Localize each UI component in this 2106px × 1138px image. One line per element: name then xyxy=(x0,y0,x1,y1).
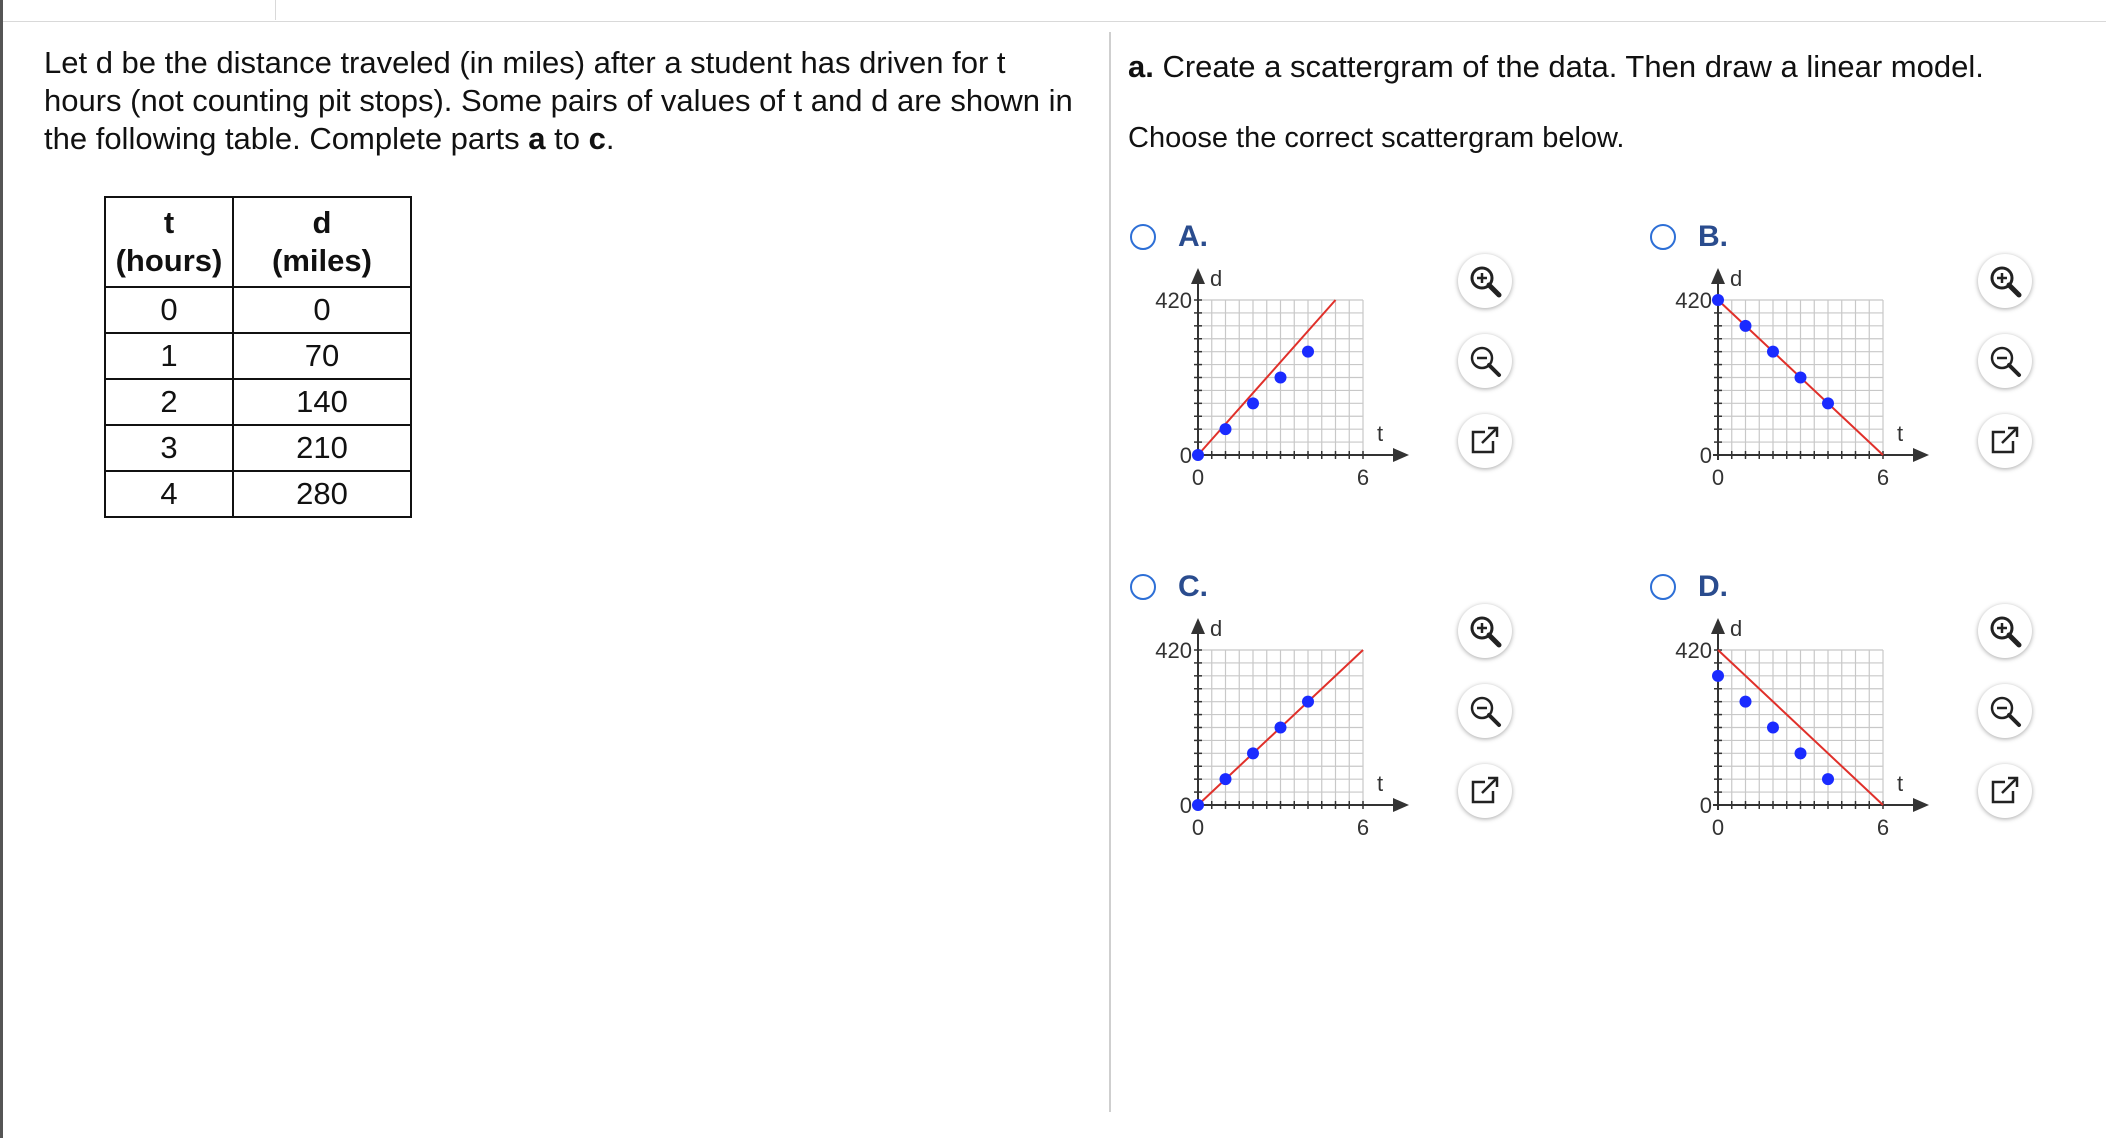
table-header-row xyxy=(105,197,411,287)
y-max-label: 420 xyxy=(1675,638,1712,663)
data-point xyxy=(1275,722,1287,734)
y-min-label: 0 xyxy=(1179,793,1192,818)
popout-icon xyxy=(1468,424,1502,458)
cell-t: 2 xyxy=(105,379,233,425)
x-axis-arrow xyxy=(1393,798,1409,812)
header-var: t xyxy=(163,205,175,240)
zoom-out-icon xyxy=(1988,694,2022,728)
cell-d: 210 xyxy=(233,425,411,471)
zoom-in-icon xyxy=(1468,264,1502,298)
scattergram xyxy=(1128,260,1428,530)
x-axis-label: t xyxy=(1377,771,1384,796)
option-d[interactable] xyxy=(1648,564,2106,884)
x-min-label: 0 xyxy=(1191,465,1205,490)
part-a-prompt xyxy=(1128,48,1984,86)
cell-d: 70 xyxy=(233,333,411,379)
part-c-ref: c xyxy=(588,121,606,156)
data-point xyxy=(1247,397,1259,409)
scattergram xyxy=(1648,260,1948,530)
cell-d: 140 xyxy=(233,379,411,425)
y-axis-arrow xyxy=(1711,618,1725,634)
option-label: C. xyxy=(1178,570,1208,603)
data-point xyxy=(1822,773,1834,785)
popout-button[interactable] xyxy=(1978,414,2032,468)
x-axis-label: t xyxy=(1897,771,1904,796)
cell-d: 0 xyxy=(233,287,411,333)
data-point xyxy=(1247,747,1259,759)
option-radio[interactable] xyxy=(1130,224,1156,250)
cell-t: 0 xyxy=(105,287,233,333)
scattergram xyxy=(1648,610,1948,880)
cell-t: 4 xyxy=(105,471,233,517)
option-label: A. xyxy=(1178,220,1208,253)
data-point xyxy=(1767,346,1779,358)
problem-text xyxy=(44,44,1084,158)
data-point xyxy=(1712,294,1724,306)
scattergram xyxy=(1128,610,1428,880)
pane-divider[interactable] xyxy=(1109,32,1111,1112)
option-radio[interactable] xyxy=(1650,224,1676,250)
instruction-text: Choose the correct scattergram below. xyxy=(1128,122,1625,154)
cell-d: 280 xyxy=(233,471,411,517)
y-axis-label: d xyxy=(1210,616,1223,641)
data-point xyxy=(1192,449,1204,461)
option-a[interactable] xyxy=(1128,214,1648,534)
x-axis-label: t xyxy=(1377,421,1384,446)
zoom-out-button[interactable] xyxy=(1978,334,2032,388)
y-max-label: 420 xyxy=(1155,288,1192,313)
zoom-out-button[interactable] xyxy=(1458,334,1512,388)
y-max-label: 420 xyxy=(1675,288,1712,313)
part-text: Create a scattergram of the data. Then draw a linear model. xyxy=(1153,49,1984,84)
header-var: d xyxy=(312,205,332,240)
popout-button[interactable] xyxy=(1978,764,2032,818)
option-b[interactable] xyxy=(1648,214,2106,534)
table-row xyxy=(105,333,411,379)
header-t xyxy=(105,197,233,287)
part-label: a. xyxy=(1128,49,1154,84)
y-max-label: 420 xyxy=(1155,638,1192,663)
zoom-out-icon xyxy=(1468,344,1502,378)
data-point xyxy=(1795,747,1807,759)
y-axis-label: d xyxy=(1730,616,1743,641)
x-max-label: 6 xyxy=(1356,815,1370,840)
x-max-label: 6 xyxy=(1876,465,1890,490)
table-row xyxy=(105,425,411,471)
zoom-in-button[interactable] xyxy=(1978,604,2032,658)
zoom-out-button[interactable] xyxy=(1978,684,2032,738)
zoom-out-button[interactable] xyxy=(1458,684,1512,738)
popout-button[interactable] xyxy=(1458,764,1512,818)
x-min-label: 0 xyxy=(1191,815,1205,840)
zoom-in-button[interactable] xyxy=(1978,254,2032,308)
option-radio[interactable] xyxy=(1130,574,1156,600)
x-axis-arrow xyxy=(1393,448,1409,462)
x-max-label: 6 xyxy=(1356,465,1370,490)
option-c[interactable] xyxy=(1128,564,1648,884)
data-table xyxy=(104,196,412,518)
zoom-in-button[interactable] xyxy=(1458,254,1512,308)
option-label: B. xyxy=(1698,220,1728,253)
x-min-label: 0 xyxy=(1711,465,1725,490)
y-axis-arrow xyxy=(1711,268,1725,284)
table-row xyxy=(105,471,411,517)
popout-icon xyxy=(1468,774,1502,808)
cell-t: 1 xyxy=(105,333,233,379)
data-point xyxy=(1275,372,1287,384)
popout-icon xyxy=(1988,424,2022,458)
data-point xyxy=(1220,773,1232,785)
data-point xyxy=(1192,799,1204,811)
data-point xyxy=(1740,696,1752,708)
y-axis-arrow xyxy=(1191,268,1205,284)
zoom-out-icon xyxy=(1988,344,2022,378)
problem-pane xyxy=(44,44,1084,511)
data-point xyxy=(1767,722,1779,734)
data-point xyxy=(1740,320,1752,332)
y-min-label: 0 xyxy=(1179,443,1192,468)
data-point xyxy=(1302,346,1314,358)
header-unit: (hours) xyxy=(115,243,223,278)
table-row xyxy=(105,287,411,333)
data-point xyxy=(1712,670,1724,682)
x-axis-arrow xyxy=(1913,798,1929,812)
zoom-out-icon xyxy=(1468,694,1502,728)
x-axis-arrow xyxy=(1913,448,1929,462)
y-min-label: 0 xyxy=(1699,793,1712,818)
data-point xyxy=(1822,397,1834,409)
y-axis-label: d xyxy=(1210,266,1223,291)
to-word: to xyxy=(545,121,589,156)
x-max-label: 6 xyxy=(1876,815,1890,840)
zoom-in-icon xyxy=(1988,614,2022,648)
data-point xyxy=(1795,372,1807,384)
data-point xyxy=(1302,696,1314,708)
option-label: D. xyxy=(1698,570,1728,603)
question-pane xyxy=(1128,44,2088,1104)
x-axis-label: t xyxy=(1897,421,1904,446)
part-a-ref: a xyxy=(528,121,546,156)
data-point xyxy=(1220,423,1232,435)
table-row xyxy=(105,379,411,425)
x-min-label: 0 xyxy=(1711,815,1725,840)
zoom-in-icon xyxy=(1988,264,2022,298)
period: . xyxy=(605,121,615,156)
popout-button[interactable] xyxy=(1458,414,1512,468)
y-axis-label: d xyxy=(1730,266,1743,291)
y-min-label: 0 xyxy=(1699,443,1712,468)
top-tick xyxy=(275,0,276,20)
popout-icon xyxy=(1988,774,2022,808)
zoom-in-icon xyxy=(1468,614,1502,648)
option-radio[interactable] xyxy=(1650,574,1676,600)
zoom-in-button[interactable] xyxy=(1458,604,1512,658)
header-unit: (miles) xyxy=(272,243,372,278)
cell-t: 3 xyxy=(105,425,233,471)
y-axis-arrow xyxy=(1191,618,1205,634)
problem-body: Let d be the distance traveled (in miles) after a student has driven for t hours (not counting pit stops). Some pairs of values of t and d are shown in the following table. Complete parts xyxy=(44,45,1073,156)
window-edge xyxy=(0,0,3,1138)
top-bar xyxy=(0,0,2106,22)
header-d xyxy=(233,197,411,287)
top-divider xyxy=(0,21,2106,22)
